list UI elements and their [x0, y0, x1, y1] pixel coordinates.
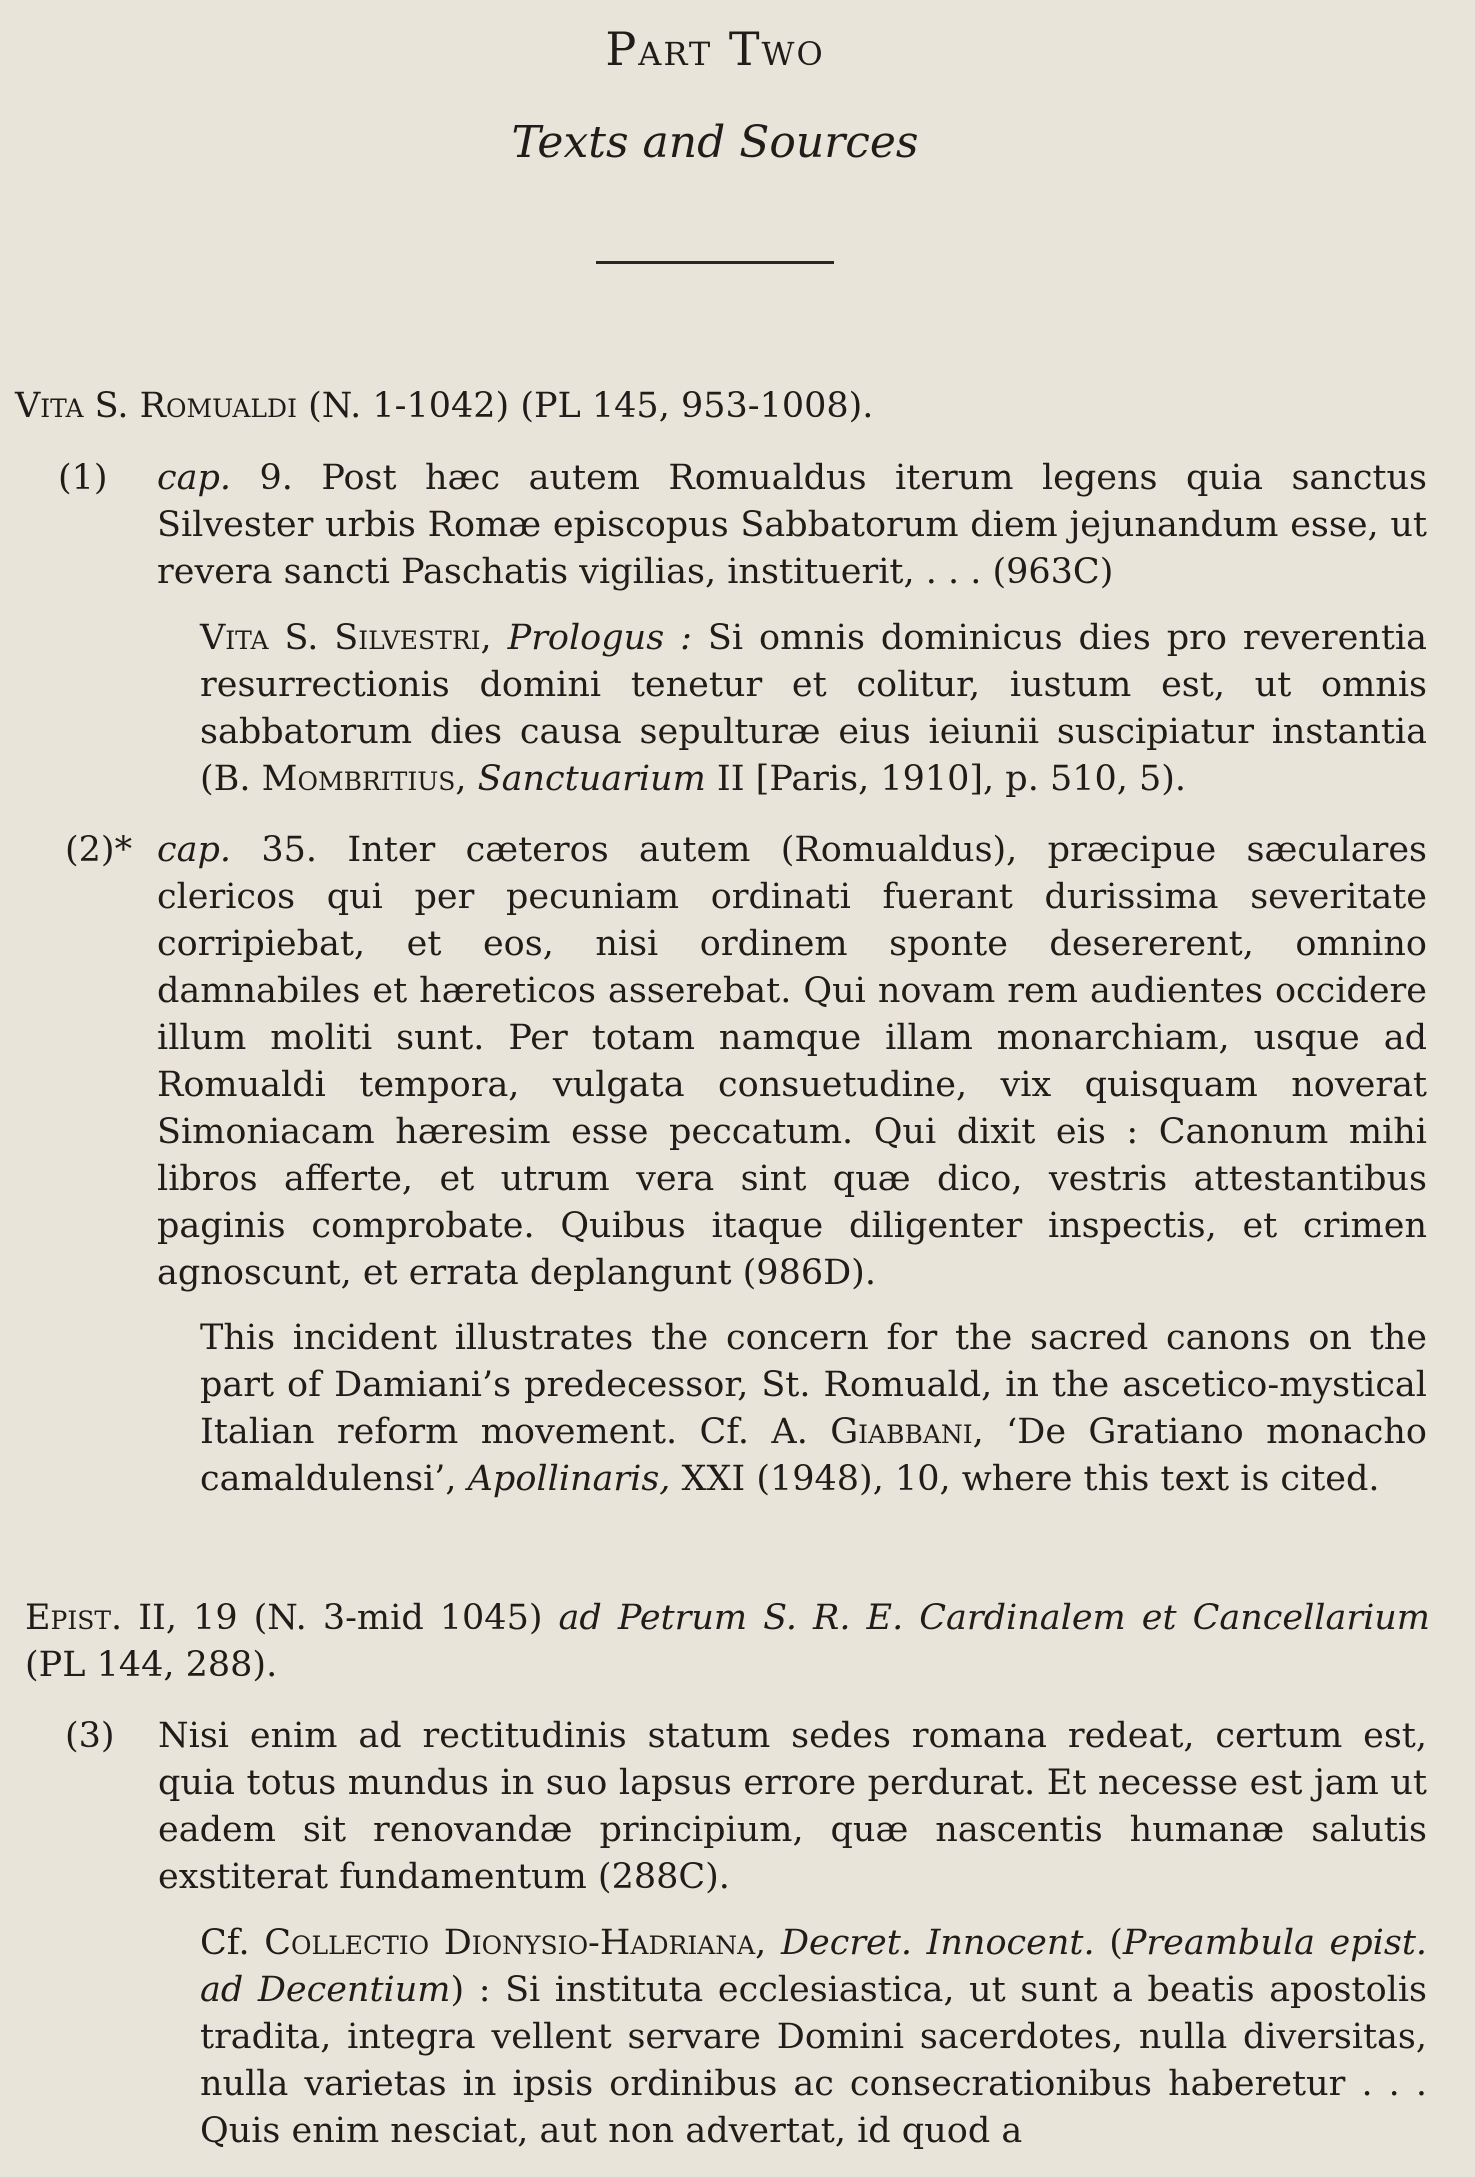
entry-number: (1) [58, 458, 108, 498]
note-source: Collectio Dionysio-Hadriana, [264, 1923, 767, 1963]
section-divider [596, 261, 834, 264]
cap-label: cap. [157, 830, 231, 870]
source-tail: (PL 144, 288). [25, 1645, 278, 1685]
note-tail: II [Paris, 1910], p. 510, 5). [705, 759, 1187, 799]
entry-text [157, 455, 1427, 596]
entry-text: Nisi enim ad rectitudinis statum sedes romana redeat, certum est, quia totus mundus in suo lapsus errore perdurat. Et necesse est jam ut eadem sit renovandæ principium, quæ nascentis humanæ salutis exstiterat fundamentum (288C). [158, 1716, 1427, 1897]
cap-label: cap. [157, 458, 231, 498]
entry-note [200, 1315, 1427, 1503]
entry-note [200, 1920, 1427, 2155]
note-cf: Cf. [200, 1923, 265, 1963]
note-author: Mombritius, [261, 759, 467, 799]
note-body: Si omnis dominicus dies pro reverentia resurrectionis domini tenetur et colitur, iustum est, ut omnis sabbatorum dies causa sepulturæ eius ieiunii suscipiatur instantia (B. [200, 618, 1427, 799]
source-heading-vita-romualdi [15, 383, 1445, 430]
source-title: ad Petrum S. R. E. Cardinalem et Cancellarium [558, 1598, 1430, 1638]
part-title: Part Two [605, 22, 825, 76]
entry-number: (3) [65, 1716, 115, 1756]
note-preamble: Preambula epist. ad Decentium [200, 1923, 1428, 2010]
note-author: Giabbani, [830, 1412, 984, 1452]
note-body: : Si instituta ecclesiastica, ut sunt a beatis apostolis tradita, integra vellent servare Domini sacerdotes, nulla diversitas, nulla varietas in ipsis ordinibus ac consecrationibus haberetur . . . Quis enim nesciat, aut non advertat, id quod a [200, 1970, 1427, 2151]
note-paren-open: ( [1094, 1923, 1123, 1963]
note-work: Decret. Innocent. [766, 1923, 1095, 1963]
source-heading-epist [25, 1595, 1430, 1689]
note-body-2: ‘De Gratiano monacho camaldulensi’, [200, 1412, 1427, 1499]
note-body-3: XXI (1948), 10, where this text is cited. [670, 1459, 1380, 1499]
source-reference: (N. 1-1042) (PL 145, 953-1008). [296, 386, 874, 426]
part-subtitle: Texts and Sources [511, 117, 919, 168]
note-journal: Apollinaris, [467, 1459, 671, 1499]
note-work: Prologus : [507, 618, 692, 658]
entry-number: (2)* [65, 830, 133, 870]
entry-text [157, 827, 1427, 1297]
entry-body: 9. Post hæc autem Romualdus iterum legens quia sanctus Silvester urbis Romæ episcopus Sabbatorum diem jejunandum esse, ut revera sancti Paschatis vigilias, instituerit, . . . (963C) [157, 458, 1427, 592]
entry-note [200, 615, 1427, 803]
source-name: Epist. [25, 1598, 123, 1638]
entry-body: 35. Inter cæteros autem (Romualdus), præcipue sæculares clericos qui per pecuniam ordinati fuerant durissima severitate corripiebat, et eos, nisi ordinem sponte desererent, omnino damnabiles et hæreticos asserebat. Qui novam rem audientes occidere illum moliti sunt. Per totam namque illam monarchiam, usque ad Romualdi tempora, vulgata consuetudine, vix quisquam noverat Simoniacam hæresim esse peccatum. Qui dixit eis : Canonum mihi libros afferte, et utrum vera sint quæ dico, vestris attestantibus paginis comprobate. Quibus itaque diligenter inspectis, et crimen agnoscunt, et errata deplangunt (986D). [157, 830, 1427, 1293]
source-reference: II, 19 (N. 3-mid 1045) [122, 1598, 559, 1638]
note-body: This incident illustrates the concern for the sacred canons on the part of Damiani’s predecessor, St. Romuald, in the ascetico-mystical Italian reform movement. Cf. A. [200, 1318, 1427, 1452]
note-book: Sanctuarium [477, 759, 706, 799]
note-source: Vita S. Silvestri, [200, 618, 492, 658]
source-name: Vita S. Romualdi [15, 386, 297, 426]
note-paren-close: ) [450, 1970, 465, 2010]
